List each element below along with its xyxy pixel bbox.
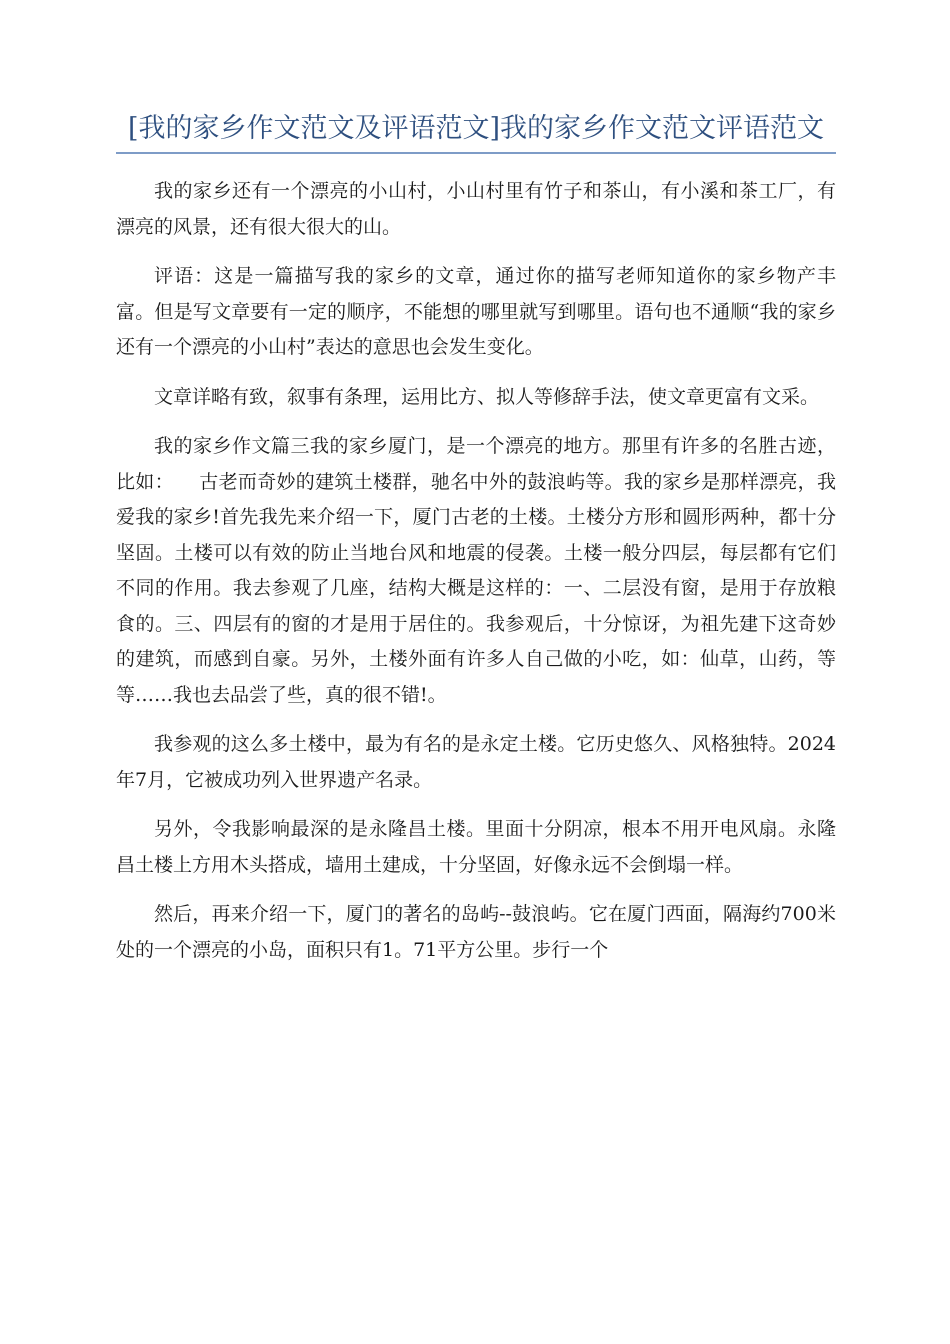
title-divider <box>116 152 836 154</box>
paragraph-comment: 评语：这是一篇描写我的家乡的文章，通过你的描写老师知道你的家乡物产丰富。但是写文章要有一定的顺序，不能想的哪里就写到哪里。语句也不通顺“我的家乡还有一个漂亮的小山村”表达的意思也会发生变化。 <box>116 265 836 358</box>
paragraph-xiamen-tulou: 我的家乡作文篇三我的家乡厦门，是一个漂亮的地方。那里有许多的名胜古迹，比如： 古老而奇妙的建筑土楼群，驰名中外的鼓浪屿等。我的家乡是那样漂亮，我爱我的家乡!首先我先来介绍一下，厦门古老的土楼。土楼分方形和圆形两种，都十分坚固。土楼可以有效的防止当地台风和地震的侵袭。土楼一般分四层，每层都有它们不同的作用。我去参观了几座，结构大概是这样的：一、二层没有窗，是用于存放粮食的。三、四层有的窗的才是用于居住的。我参观后，十分惊讶，为祖先建下这奇妙的建筑，而感到自豪。另外，土楼外面有许多人自己做的小吃，如：仙草，山药，等等……我也去品尝了些，真的很不错!。 <box>116 435 836 706</box>
paragraph-yongding-tulou: 我参观的这么多土楼中，最为有名的是永定土楼。它历史悠久、风格独特。2024年7月，它被成功列入世界遗产名录。 <box>116 733 836 791</box>
paragraph-gulangyu: 然后，再来介绍一下，厦门的著名的岛屿--鼓浪屿。它在厦门西面，隔海约700米处的一个漂亮的小岛，面积只有1。71平方公里。步行一个 <box>116 903 836 961</box>
paragraph-hometown-village: 我的家乡还有一个漂亮的小山村，小山村里有竹子和茶山，有小溪和茶工厂，有漂亮的风景，还有很大很大的山。 <box>116 180 836 238</box>
paragraph-yonglongchang-tulou: 另外，令我影响最深的是永隆昌土楼。里面十分阴凉，根本不用开电风扇。永隆昌土楼上方用木头搭成，墙用土建成，十分坚固，好像永远不会倒塌一样。 <box>116 818 836 876</box>
paragraph-evaluation: 文章详略有致，叙事有条理，运用比方、拟人等修辞手法，使文章更富有文采。 <box>154 385 820 408</box>
document-page <box>116 112 836 982</box>
document-title: [我的家乡作文范文及评语范文]我的家乡作文范文评语范文 <box>127 113 825 144</box>
